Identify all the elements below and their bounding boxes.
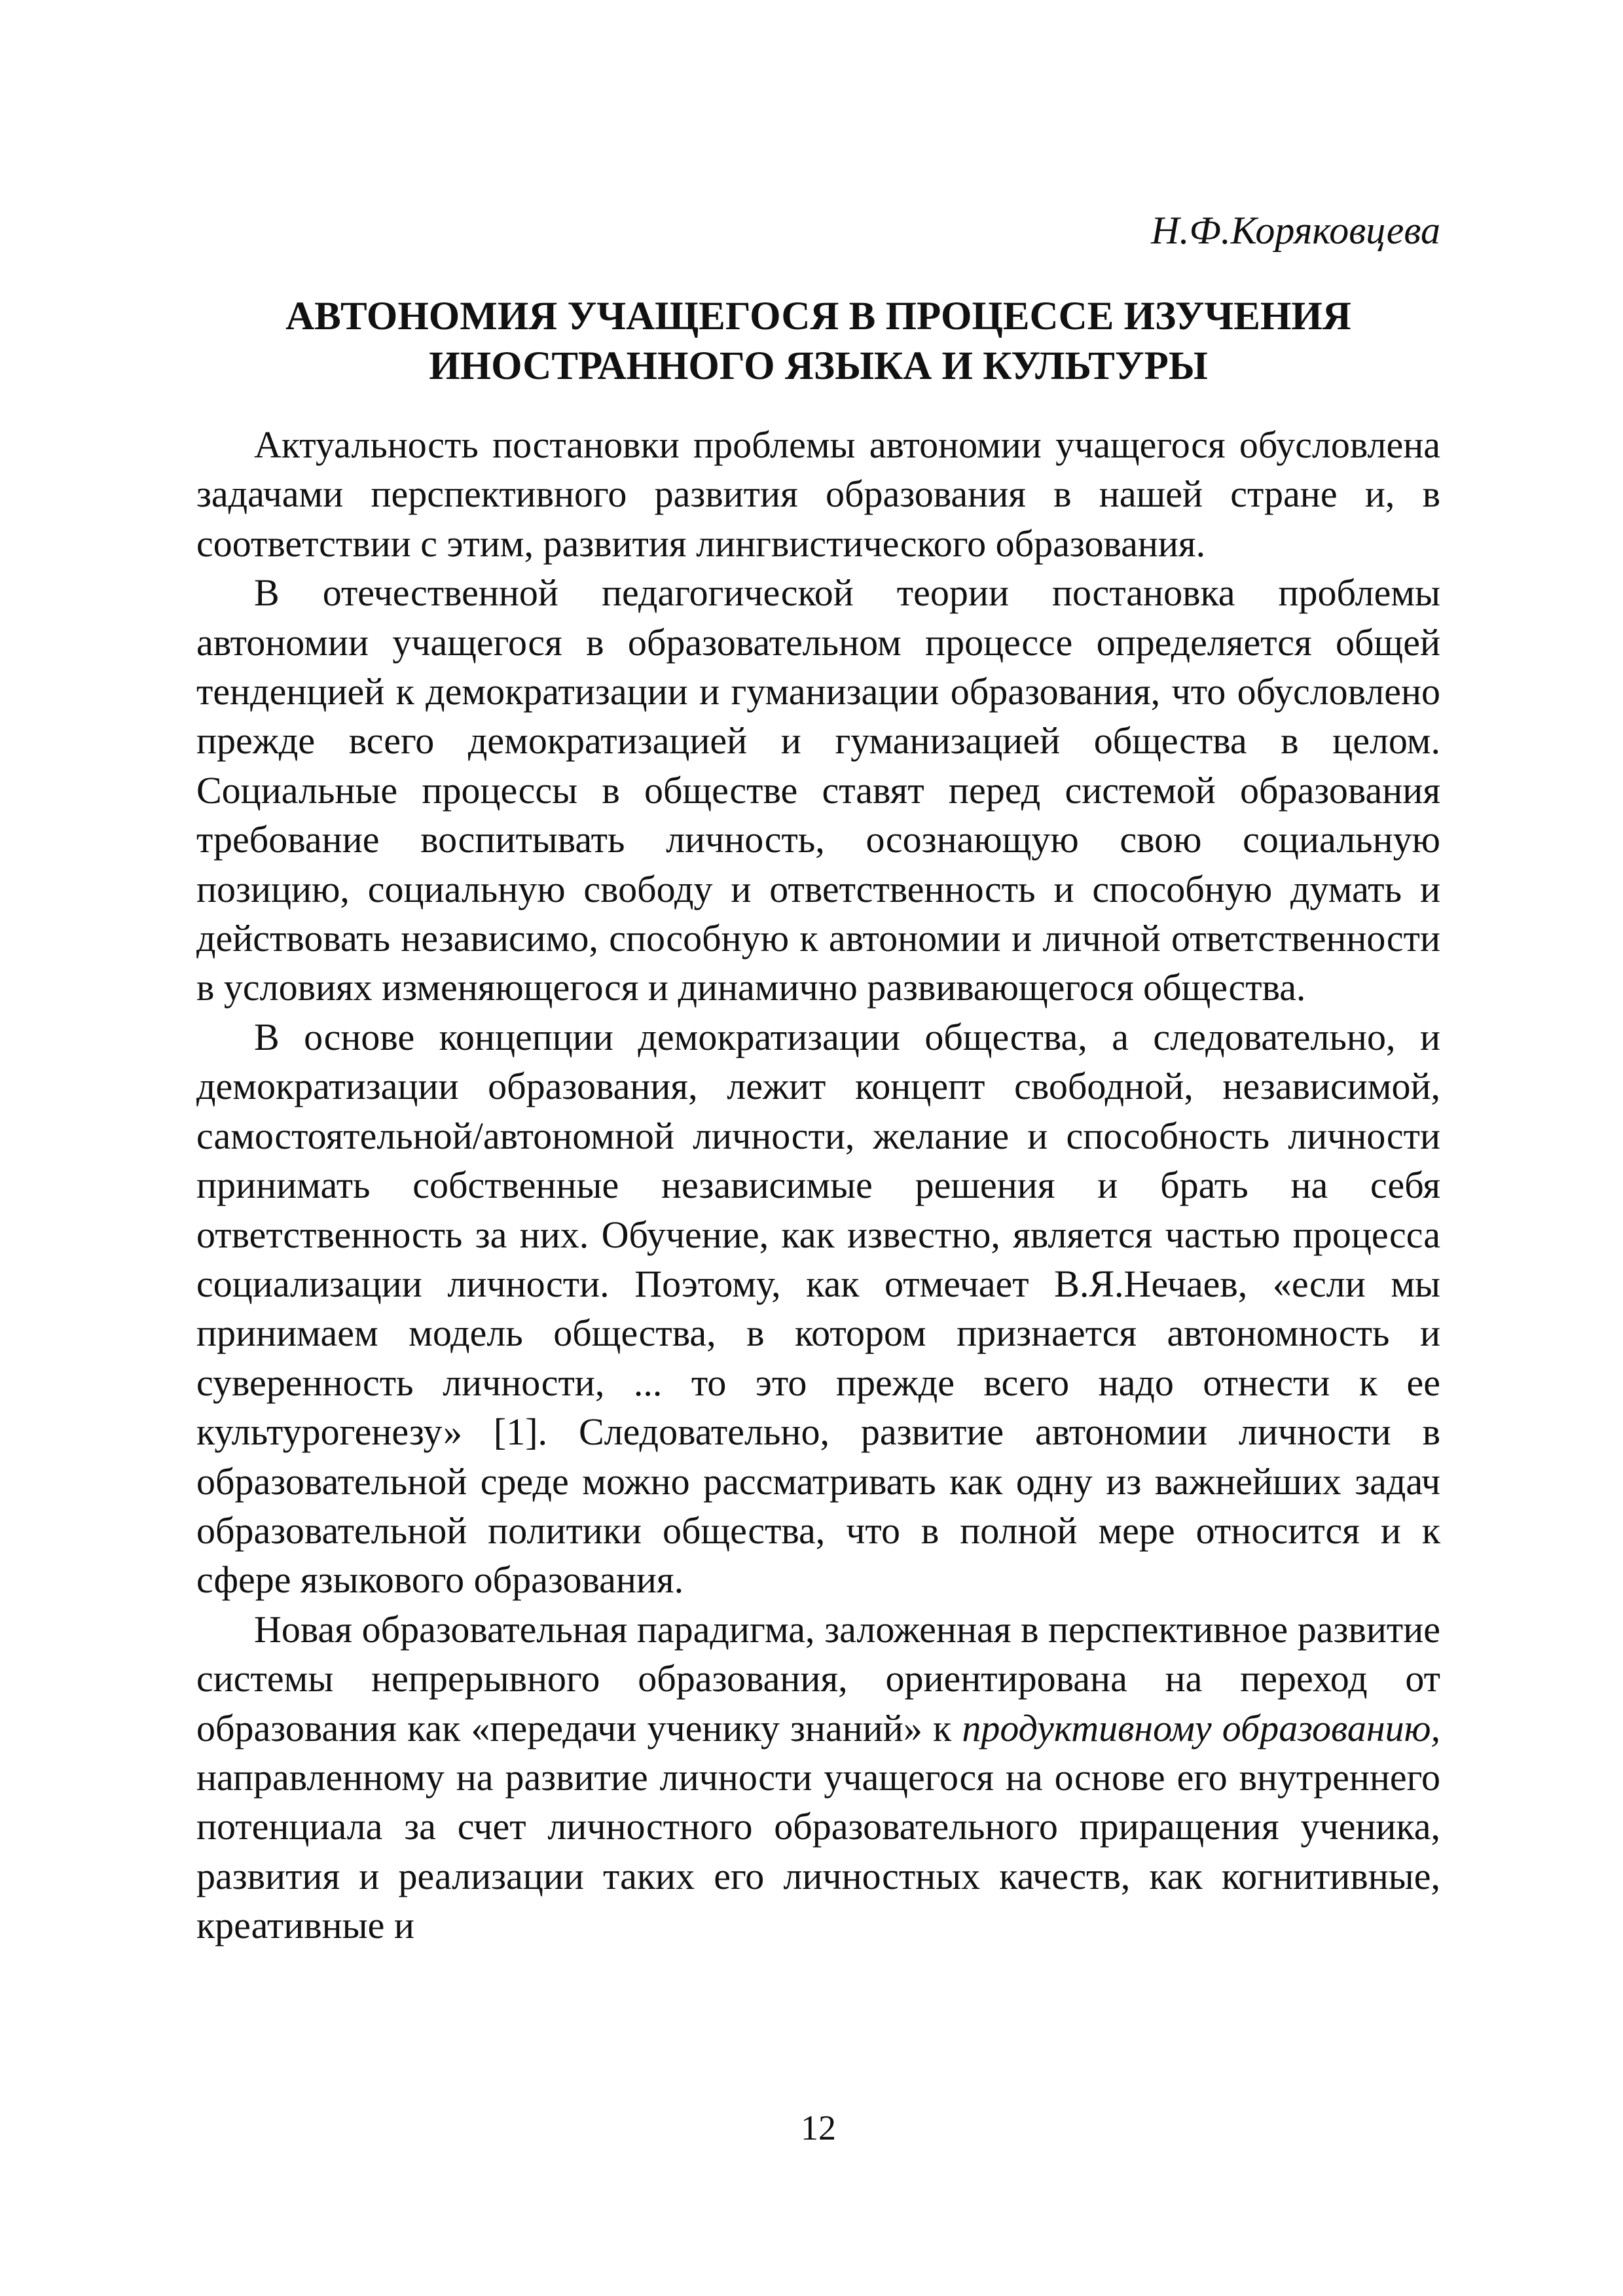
article-body bbox=[196, 420, 1440, 1950]
page-number: 12 bbox=[801, 2108, 836, 2147]
article-title bbox=[196, 292, 1440, 391]
title-line-1: АВТОНОМИЯ УЧАЩЕГОСЯ В ПРОЦЕССЕ ИЗУЧЕНИЯ bbox=[285, 295, 1351, 338]
document-page bbox=[196, 0, 1440, 2296]
title-line-2: ИНОСТРАННОГО ЯЗЫКА И КУЛЬТУРЫ bbox=[429, 344, 1208, 388]
paragraph-4-emphasis: продуктивному образованию, bbox=[962, 1706, 1441, 1749]
author-name: Н.Ф.Коряковцева bbox=[1151, 209, 1440, 252]
paragraph-4 bbox=[196, 1605, 1440, 1950]
paragraph-4-text-after: направленному на развитие личности учащегося на основе его внутреннего потенциала за счет личностного образовательного приращения ученика, развития и реализации таких его личностных качеств, как когнитивные, креативные и bbox=[196, 1755, 1440, 1947]
paragraph-1: Актуальность постановки проблемы автономии учащегося обусловлена задачами перспективного развития образования в нашей стране и, в соответствии с этим, развития лингвистического образования. bbox=[196, 423, 1440, 565]
paragraph-2: В отечественной педагогической теории постановка проблемы автономии учащегося в образовательном процессе определяется общей тенденцией к демократизации и гуманизации образования, что обусловлено прежде всего демократизацией и гуманизацией общества в целом. Социальные процессы в обществе ставят перед системой образования требование воспитывать личность, осознающую свою социальную позицию, социальную свободу и ответственность и способную думать и действовать независимо, способную к автономии и личной ответственности в условиях изменяющегося и динамично развивающегося общества. bbox=[196, 571, 1440, 1009]
paragraph-3: В основе концепции демократизации общества, а следовательно, и демократизации образования, лежит концепт свободной, независимой, самостоятельной/автономной личности, желание и способность личности принимать собственные независимые решения и брать на себя ответственность за них. Обучение, как известно, является частью процесса социализации личности. Поэтому, как отмечает В.Я.Нечаев, «если мы принимаем модель общества, в котором признается автономность и суверенность личности, ... то это прежде всего надо отнести к ее культурогенезу» [1]. Следовательно, развитие автономии личности в образовательной среде можно рассматривать как одну из важнейших задач образовательной политики общества, что в полной мере относится и к сфере языкового образования. bbox=[196, 1015, 1440, 1602]
paragraph-4-text-before: Новая образовательная парадигма, заложенная в перспективное развитие системы непрерывного образования, ориентирована на переход от образования как «передачи ученику знаний» к bbox=[196, 1607, 1440, 1749]
